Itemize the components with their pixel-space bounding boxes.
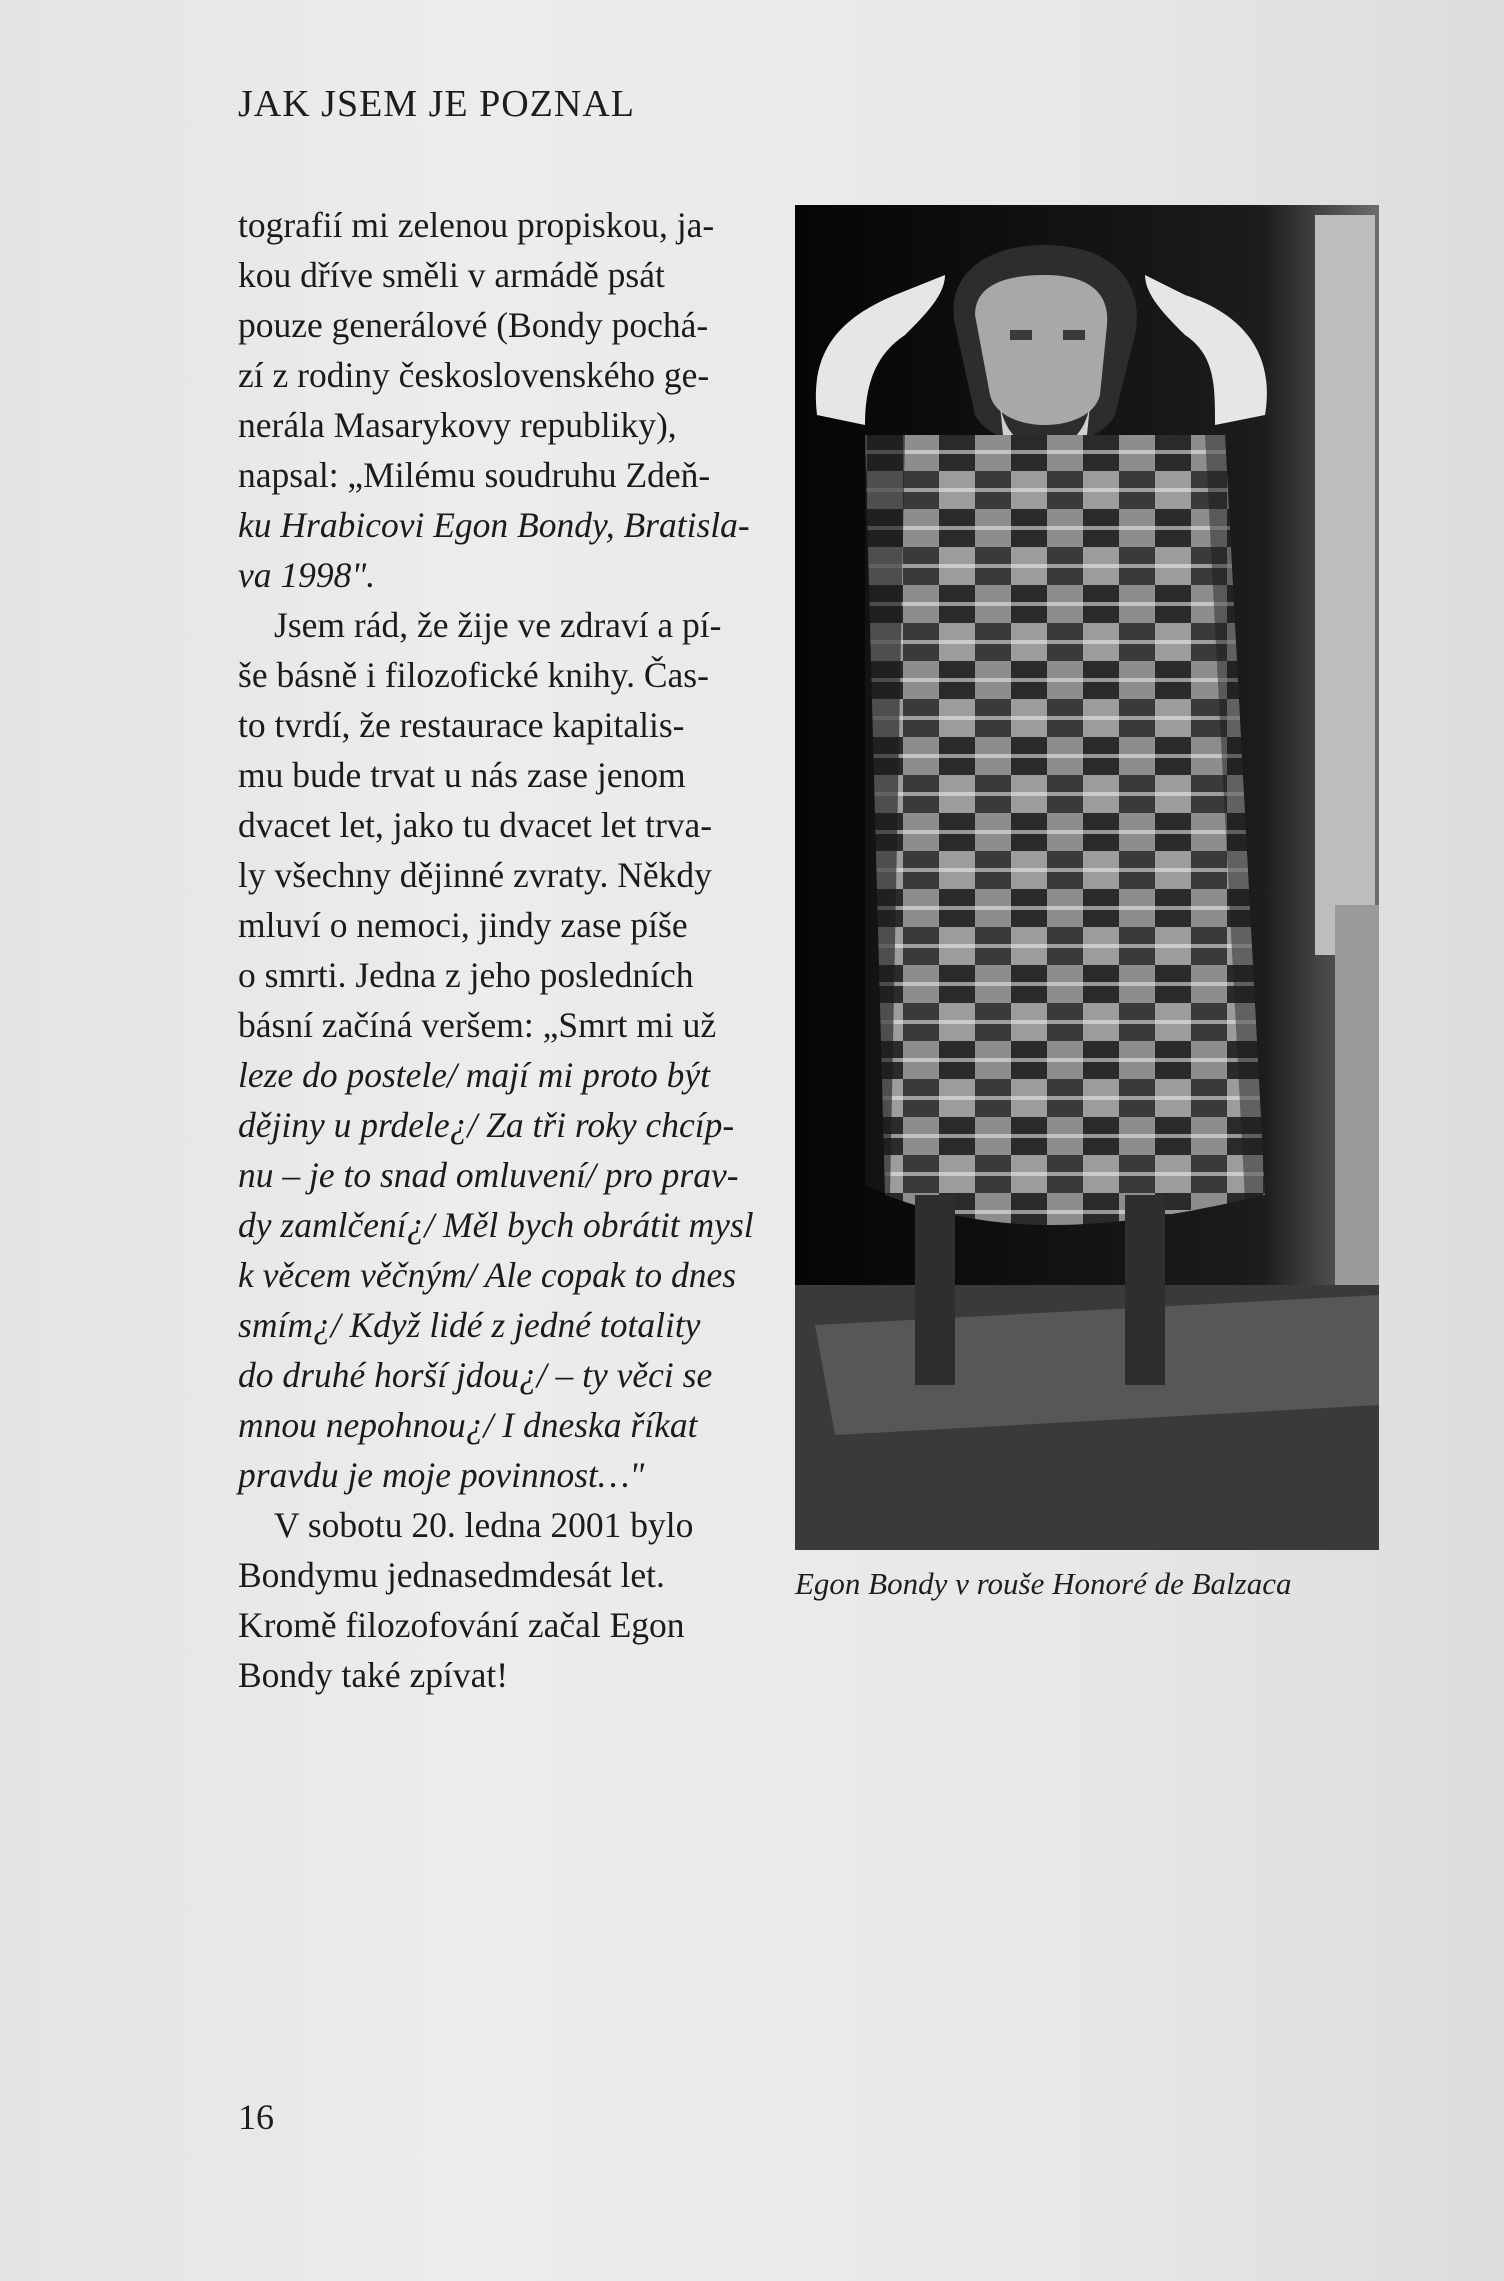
text-line: smím¿/ Když lidé z jedné totality: [238, 1305, 701, 1345]
text-line: mluví o nemoci, jindy zase píše: [238, 905, 688, 945]
text-line: nerála Masarykovy republiky),: [238, 405, 677, 445]
text-line: to tvrdí, že restaurace kapitalis-: [238, 705, 685, 745]
text-line: Kromě filozofování začal Egon: [238, 1605, 685, 1645]
text-line: mnou nepohnou¿/ I dneska říkat: [238, 1405, 698, 1445]
text-line: Jsem rád, že žije ve zdraví a pí-: [274, 605, 722, 645]
text-line: napsal: „Milému soudruhu Zdeň-: [238, 455, 711, 495]
text-line: leze do postele/ mají mi proto být: [238, 1055, 710, 1095]
text-line: Bondy také zpívat!: [238, 1655, 509, 1695]
body-text: [238, 200, 783, 1700]
text-line: o smrti. Jedna z jeho posledních: [238, 955, 694, 995]
text-line: k věcem věčným/ Ale copak to dnes: [238, 1255, 737, 1295]
text-line: básní začíná veršem: „Smrt mi už: [238, 1005, 717, 1045]
text-line: mu bude trvat u nás zase jenom: [238, 755, 686, 795]
text-line: nu – je to snad omluvení/ pro prav-: [238, 1155, 739, 1195]
text-line: zí z rodiny československého ge-: [238, 355, 710, 395]
photo-egon-bondy: [795, 205, 1379, 1550]
text-line: ly všechny dějinné zvraty. Někdy: [238, 855, 712, 895]
text-line: pouze generálové (Bondy pochá-: [238, 305, 709, 345]
running-head: JAK JSEM JE POZNAL: [238, 83, 635, 125]
text-line: tografií mi zelenou propiskou, ja-: [238, 205, 715, 245]
text-line: dějiny u prdele¿/ Za tři roky chcíp-: [238, 1105, 735, 1145]
text-line: V sobotu 20. ledna 2001 bylo: [274, 1505, 694, 1545]
text-line: do druhé horší jdou¿/ – ty věci se: [238, 1355, 713, 1395]
text-line: dvacet let, jako tu dvacet let trva-: [238, 805, 713, 845]
text-line: va 1998".: [238, 555, 376, 595]
photo-caption: Egon Bondy v rouše Honoré de Balzaca: [795, 1566, 1292, 1601]
text-line: pravdu je moje povinnost…": [238, 1455, 645, 1495]
text-line: ku Hrabicovi Egon Bondy, Bratisla-: [238, 505, 750, 545]
text-line: še básně i filozofické knihy. Čas-: [238, 655, 709, 695]
text-line: dy zamlčení¿/ Měl bych obrátit mysl: [238, 1205, 754, 1245]
page-number: 16: [238, 2097, 274, 2137]
text-line: kou dříve směli v armádě psát: [238, 255, 665, 295]
text-line: Bondymu jednasedmdesát let.: [238, 1555, 665, 1595]
